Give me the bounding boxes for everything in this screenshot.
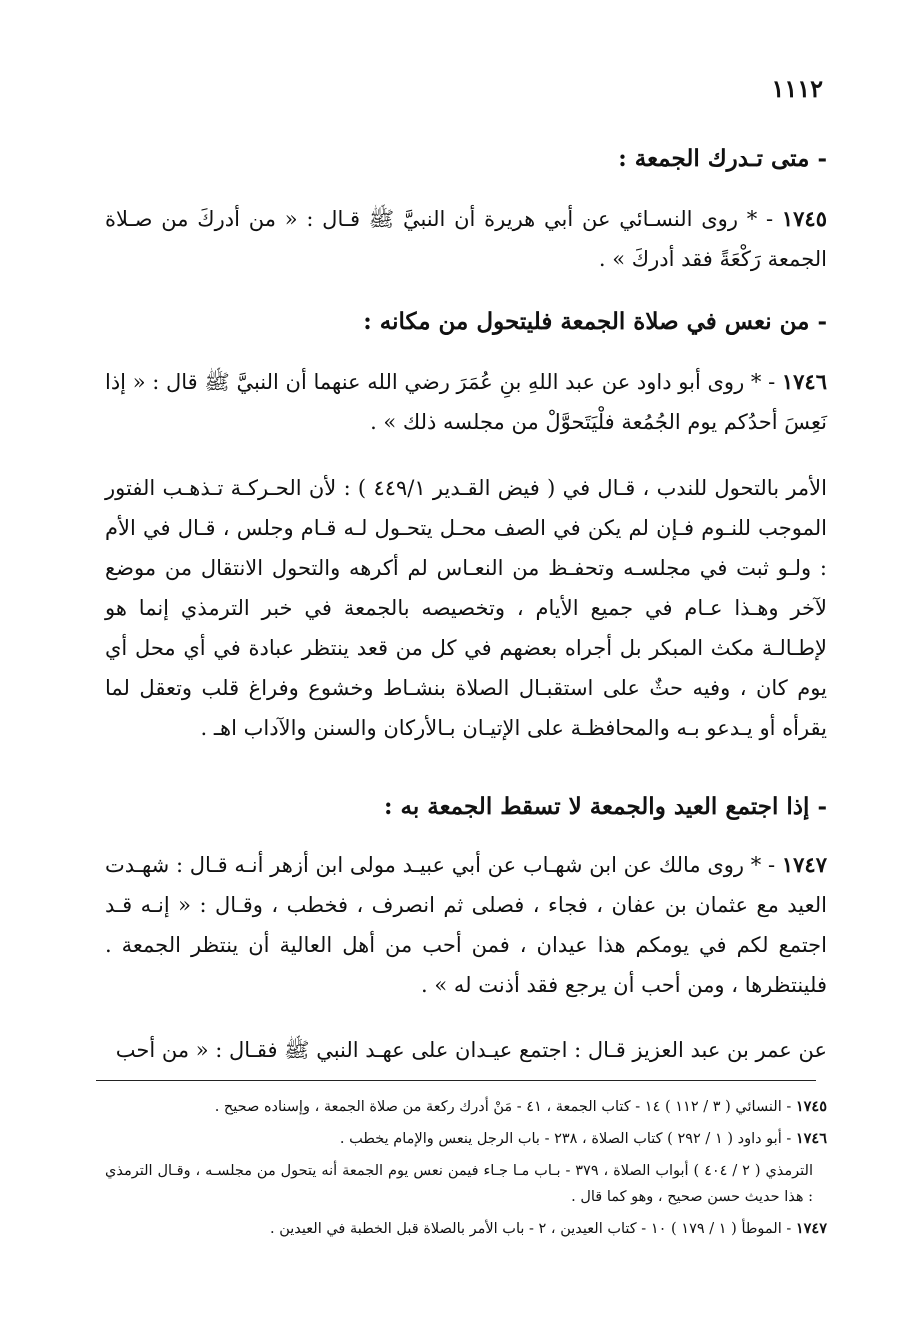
- commentary-paragraph: الأمر بالتحول للندب ، قـال في ( فيض القـدير ٤٤٩/١ ) : لأن الحـركـة تـذهـب الفتور الموجب للنـوم فـإن لم يكن في الصف محـل يتحـول لـه قـام وجلس ، قـال في الأم : ولـو ثبت في مجلسـه وتحفـظ من النعـاس لم أكرهه والتحول الانتقال من موضع لآخر وهـذا عـام في جميع الأيام ، وتخصيصه بالجمعة في خبر الترمذي إنما هو لإطـالـة مكث المبكر بل أجراه بعضهم في كل من قعد ينتظر عبادة في أي محل أي يوم كان ، وفيه حثٌ على استقبـال الصلاة بنشـاط وخشوع وفراغ قلب وتعقل لما يقرأه أو يـدعو بـه والمحافظـة على الإتيـان بـالأركان والسنن والآداب اهـ .: [105, 476, 827, 740]
- hadith-text: - * روى مالك عن ابن شهـاب عن أبي عبيـد مولى ابن أزهر أنـه قـال : شهـدت العيد مع عثمان بن عفان ، فجاء ، فصلى ثم انصرف ، فخطب ، وقـال : « إنـه قـد اجتمع لكم في يومكم هذا عيدان ، فمن أحب من أهل العالية أن ينتظر الجمعة . فلينتظرها ، ومن أحب أن يرجع فقد أذنت له » .: [105, 853, 827, 997]
- hadith-1746: [105, 362, 827, 442]
- footnote-1745: [105, 1094, 827, 1120]
- hadith-number: ١٧٤٥: [781, 206, 827, 231]
- hadith-number: ١٧٤٧: [781, 852, 827, 877]
- footnote-text: - أبو داود ( ١ / ٢٩٢ ) كتاب الصلاة ، ٢٣٨ - باب الرجل ينعس والإمام يخطب .: [339, 1131, 796, 1147]
- footnote-number: ١٧٤٦: [795, 1130, 827, 1147]
- section-heading-3: - إذا اجتمع العيد والجمعة لا تسقط الجمعة به :: [384, 793, 827, 820]
- hadith-number: ١٧٤٦: [781, 369, 827, 394]
- footnote-number: ١٧٤٥: [795, 1098, 827, 1115]
- footnote-number: ١٧٤٧: [795, 1220, 827, 1237]
- section-heading-1: - متى تـدرك الجمعة :: [618, 145, 827, 172]
- footnote-separator: [96, 1080, 816, 1081]
- hadith-1747: [105, 845, 827, 1005]
- footnote-text: الترمذي ( ٢ / ٤٠٤ ) أبواب الصلاة ، ٣٧٩ - بـاب مـا جـاء فيمن نعس يوم الجمعة أنه يتحول من مجلسـه ، وقـال الترمذي : هذا حديث حسن صحيح ، وهو كما قال .: [105, 1163, 813, 1205]
- footnote-text: - الموطأ ( ١ / ١٧٩ ) ١٠ - كتاب العيدين ، ٢ - باب الأمر بالصلاة قبل الخطبة في العيدين .: [270, 1221, 796, 1237]
- continuation-paragraph: عن عمر بن عبد العزيز قـال : اجتمع عيـدان على عهـد النبي ﷺ فقـال : « من أحب: [115, 1038, 827, 1062]
- hadith-1745: [105, 199, 827, 279]
- section-heading-2: - من نعس في صلاة الجمعة فليتحول من مكانه :: [363, 308, 827, 335]
- footnote-1747: [105, 1216, 827, 1242]
- footnote-tirmidhi: [105, 1158, 813, 1210]
- footnote-1746: [105, 1126, 827, 1152]
- hadith-text: - * روى النسـائي عن أبي هريرة أن النبيَّ ﷺ قـال : « من أدركَ من صـلاة الجمعة رَكْعَةً فقد أدركَ » .: [105, 207, 827, 271]
- page-number: ١١١٢: [771, 74, 823, 103]
- footnote-text: - النسائي ( ٣ / ١١٢ ) ١٤ - كتاب الجمعة ، ٤١ - مَنْ أدرك ركعة من صلاة الجمعة ، وإسناده صحيح .: [214, 1099, 796, 1115]
- hadith-text: - * روى أبو داود عن عبد اللهِ بنِ عُمَرَ رضي الله عنهما أن النبيَّ ﷺ قال : « إذا نَعِسَ أحدُكم يوم الجُمُعة فلْيَتَحوَّلْ من مجلسه ذلك » .: [105, 370, 827, 434]
